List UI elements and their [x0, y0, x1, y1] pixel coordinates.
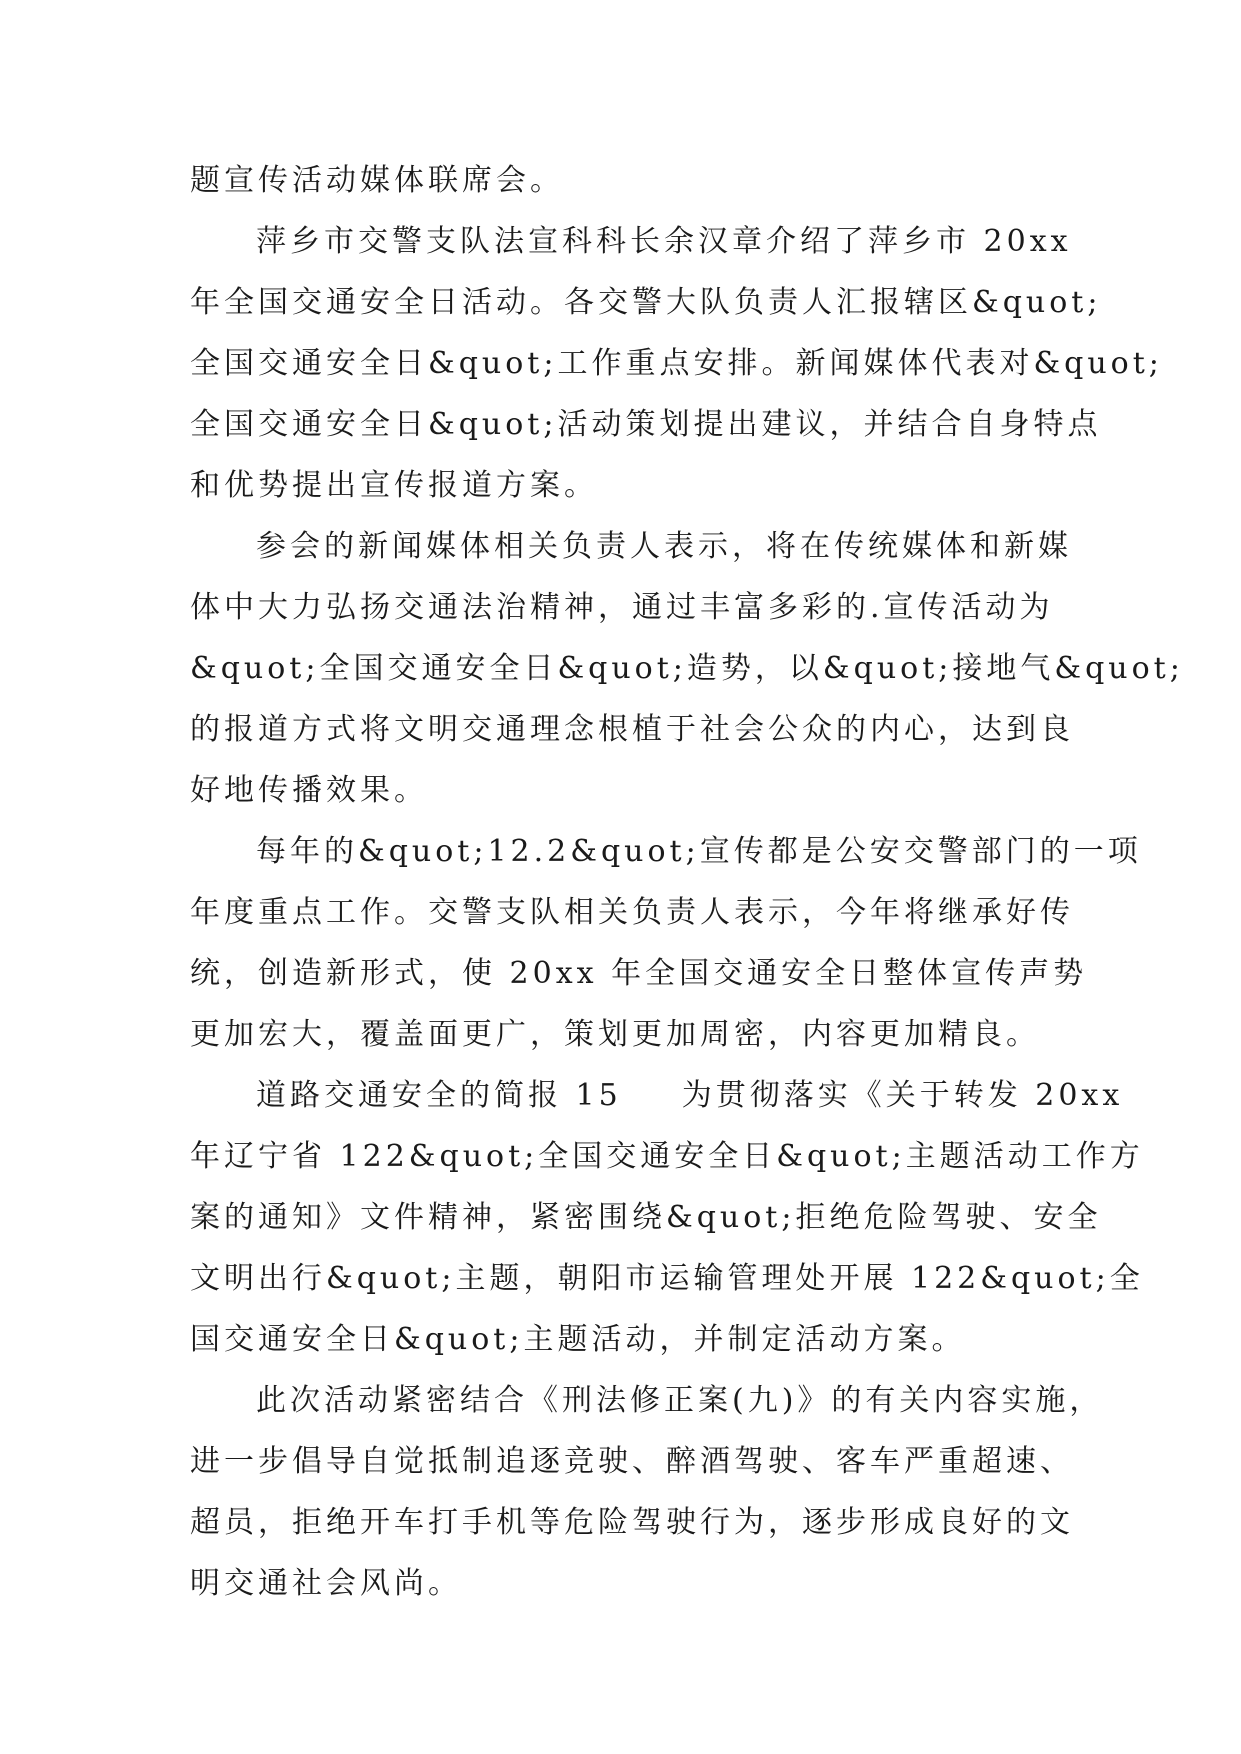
- paragraph: [190, 211, 1163, 516]
- text-line: 年度重点工作。交警支队相关负责人表示，今年将继承好传: [190, 895, 1074, 930]
- text-line: 参会的新闻媒体相关负责人表示，将在传统媒体和新媒: [256, 529, 1072, 564]
- text-line: 超员，拒绝开车打手机等危险驾驶行为，逐步形成良好的文: [190, 1505, 1074, 1540]
- text-line: &quot;全国交通安全日&quot;造势，以&quot;接地气&quot;: [190, 651, 1184, 686]
- text-line: 和优势提出宣传报道方案。: [190, 468, 598, 503]
- text-line: 文明出行&quot;主题，朝阳市运输管理处开展 122&quot;全: [190, 1261, 1144, 1296]
- text-line: 更加宏大，覆盖面更广，策划更加周密，内容更加精良。: [190, 1017, 1040, 1052]
- text-line: 好地传播效果。: [190, 773, 428, 808]
- paragraph: [190, 150, 1050, 211]
- text-line: 统，创造新形式，使 20xx 年全国交通安全日整体宣传声势: [190, 956, 1088, 991]
- text-line: 萍乡市交警支队法宣科科长余汉章介绍了萍乡市 20xx: [256, 224, 1072, 259]
- text-line: 明交通社会风尚。: [190, 1566, 462, 1601]
- section-heading: 道路交通安全的简报 15: [256, 1078, 622, 1113]
- text-line: 国交通安全日&quot;主题活动，并制定活动方案。: [190, 1322, 966, 1357]
- text-line: 全国交通安全日&quot;活动策划提出建议，并结合自身特点: [190, 407, 1102, 442]
- text-line: 案的通知》文件精神，紧密围绕&quot;拒绝危险驾驶、安全: [190, 1200, 1102, 1235]
- text-line: 年辽宁省 122&quot;全国交通安全日&quot;主题活动工作方: [190, 1139, 1144, 1174]
- text-line: 每年的&quot;12.2&quot;宣传都是公安交警部门的一项: [256, 834, 1142, 869]
- paragraph: [190, 1370, 1104, 1614]
- text-line: 年全国交通安全日活动。各交警大队负责人汇报辖区&quot;: [190, 285, 1102, 320]
- paragraph: [190, 516, 1184, 821]
- text-line: 题宣传活动媒体联席会。: [190, 163, 564, 198]
- paragraph: [190, 1065, 1144, 1370]
- paragraph: [190, 821, 1142, 1065]
- text-line: [190, 1065, 1124, 1126]
- text-line: 此次活动紧密结合《刑法修正案(九)》的有关内容实施，: [256, 1383, 1104, 1418]
- text-line: 进一步倡导自觉抵制追逐竞驶、醉酒驾驶、客车严重超速、: [190, 1444, 1074, 1479]
- text-span: 为贯彻落实《关于转发 20xx: [681, 1078, 1124, 1113]
- text-line: 全国交通安全日&quot;工作重点安排。新闻媒体代表对&quot;: [190, 346, 1163, 381]
- text-line: 体中大力弘扬交通法治精神，通过丰富多彩的.宣传活动为: [190, 590, 1054, 625]
- text-line: 的报道方式将文明交通理念根植于社会公众的内心，达到良: [190, 712, 1074, 747]
- document-body: [190, 150, 1184, 1614]
